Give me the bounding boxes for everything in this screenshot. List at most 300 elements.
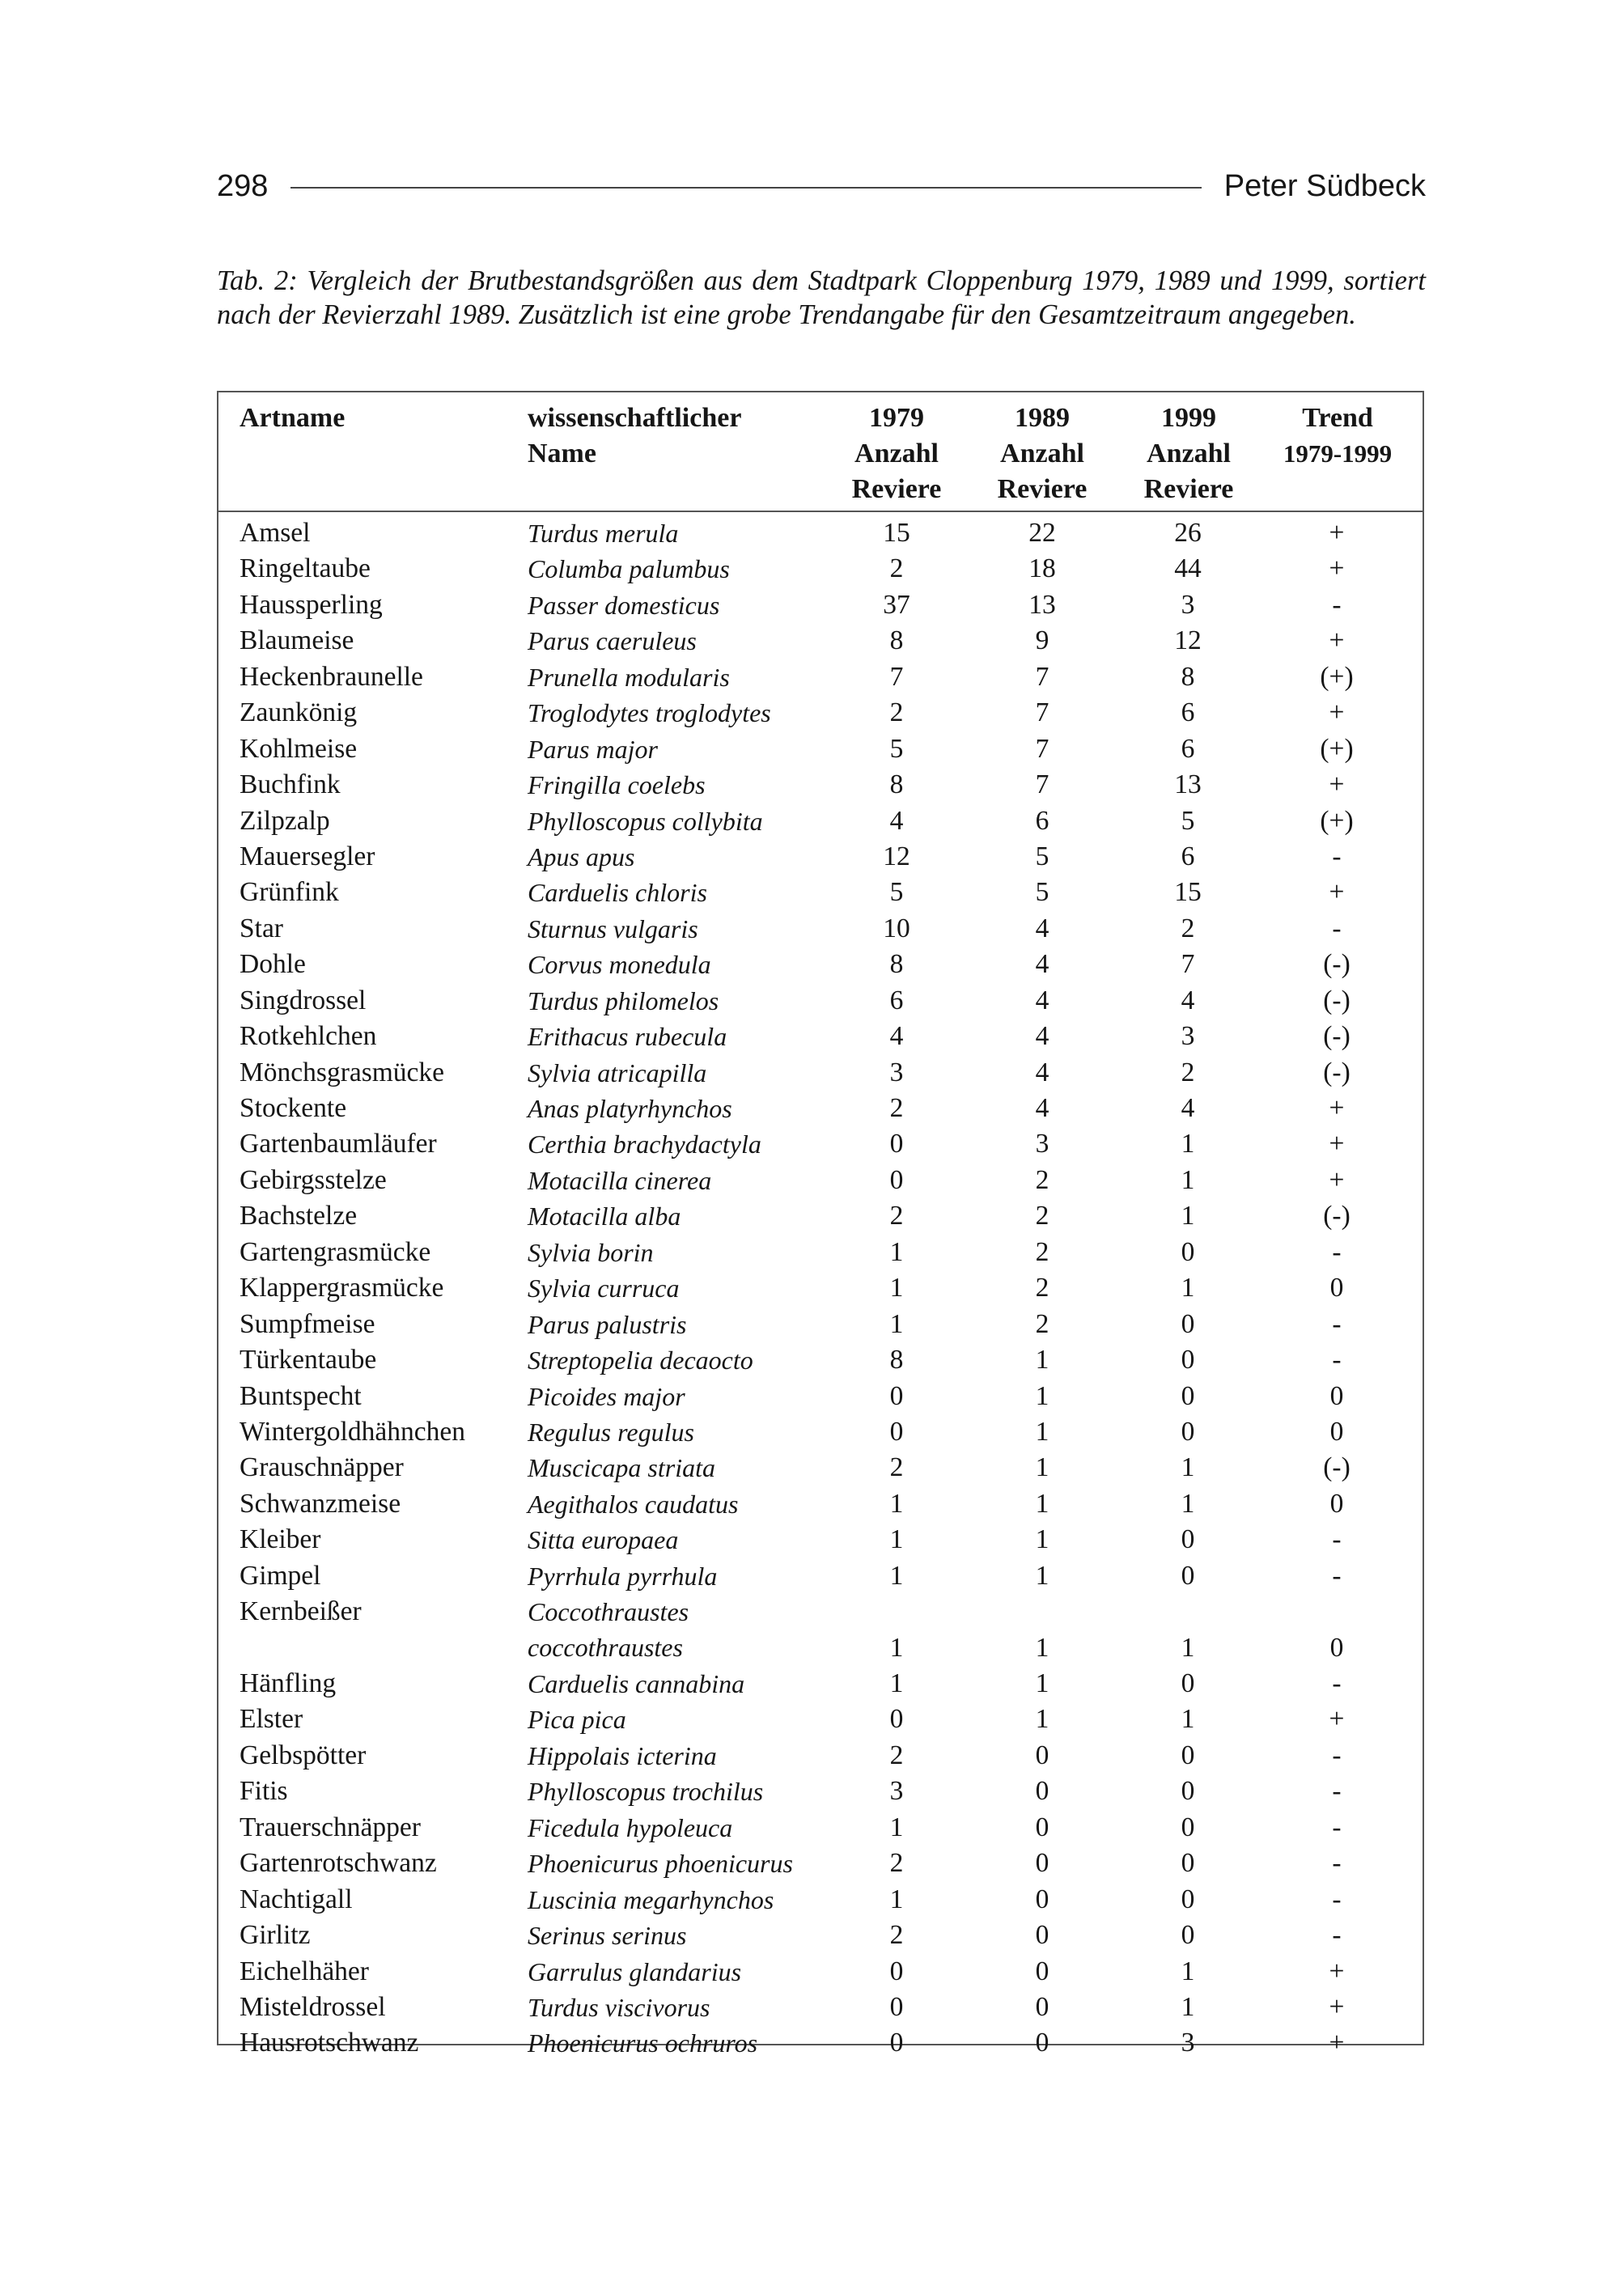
trend-value: 0 [1329,1632,1344,1663]
species-common-name: Zaunkönig [240,697,358,728]
count-1989: 22 [1028,518,1056,548]
trend-value: + [1329,1164,1345,1195]
trend-value: 0 [1329,1273,1344,1303]
table-row [218,1486,1423,1522]
species-common-name: Kleiber [240,1524,321,1555]
count-1979: 1 [889,1524,904,1555]
species-scientific-name: Pica pica [528,1705,626,1735]
table-row [218,803,1423,839]
trend-value: 0 [1329,1488,1344,1519]
count-1979: 0 [889,1380,904,1411]
count-1979: 2 [889,1201,904,1231]
trend-value: (+) [1320,661,1354,692]
species-common-name: Türkentaube [240,1345,377,1375]
species-common-name: Haussperling [240,589,383,620]
scientific-name-line2: coccothraustes [528,1633,683,1663]
trend-value: + [1329,553,1345,584]
count-1999: 5 [1181,805,1195,836]
table-row [218,1235,1423,1270]
trend-value: - [1332,1345,1342,1375]
count-1999: 1 [1181,1991,1195,2022]
species-common-name: Zilpzalp [240,805,330,836]
species-common-name: Sumpfmeise [240,1308,375,1339]
table-row [218,695,1423,731]
species-common-name: Mönchsgrasmücke [240,1057,445,1087]
species-scientific-name: Muscicapa striata [528,1453,715,1483]
table-row [218,1882,1423,1918]
species-scientific-name: Serinus serinus [528,1921,687,1951]
count-1989: 9 [1035,625,1049,656]
table-row [218,1163,1423,1198]
count-1999: 1 [1181,1704,1195,1735]
table-body [218,515,1423,2062]
species-scientific-name: Sylvia borin [528,1237,654,1267]
table-row [218,767,1423,803]
col-header-scientific-name [528,401,741,472]
count-1979: 1 [889,1668,904,1699]
count-1999: 0 [1181,1524,1195,1555]
count-1979: 0 [889,1991,904,2022]
count-1979: 2 [889,1093,904,1123]
count-1999: 26 [1174,518,1202,548]
trend-value: (-) [1323,1021,1351,1052]
count-1989: 0 [1035,1812,1049,1842]
trend-value: (-) [1323,985,1351,1015]
table-row [218,1270,1423,1306]
trend-value: - [1332,913,1342,943]
count-1989: 4 [1035,913,1049,943]
species-scientific-name: Sylvia atricapilla [528,1057,707,1087]
count-1989: 5 [1035,877,1049,908]
species-scientific-name: Sylvia curruca [528,1274,680,1303]
count-1989: 0 [1035,1740,1049,1770]
species-scientific-name: Aegithalos caudatus [528,1489,739,1519]
table-row [218,587,1423,623]
count-1999: 1 [1181,1164,1195,1195]
count-1989: 0 [1035,1848,1049,1879]
trend-value: + [1329,1704,1345,1735]
count-1979: 1 [889,1273,904,1303]
count-1989: 0 [1035,1991,1049,2022]
count-1989: 2 [1035,1164,1049,1195]
col-header-trend [1253,401,1423,472]
count-1989: 1 [1035,1704,1049,1735]
trend-value: + [1329,1956,1345,1986]
count-1979: 4 [889,1021,904,1052]
species-scientific-name: Fringilla coelebs [528,770,706,800]
species-scientific-name: Corvus monedula [528,950,711,980]
table-header [218,392,1423,512]
count-1979: 3 [889,1776,904,1807]
table-row [218,1594,1423,1666]
count-1979: 1 [889,1884,904,1914]
count-1989: 1 [1035,1524,1049,1555]
count-1989: 4 [1035,985,1049,1015]
species-scientific-name: Parus palustris [528,1309,687,1339]
species-scientific-name: Phylloscopus trochilus [528,1777,764,1807]
species-common-name: Gartengrasmücke [240,1236,431,1267]
col-header-trend-label: Trend [1302,403,1373,433]
count-1989: 2 [1035,1236,1049,1267]
count-1999: 0 [1181,1416,1195,1447]
col-header-1999-reviere: Reviere [1143,474,1234,504]
species-scientific-name: Garrulus glandarius [528,1956,742,1986]
table-row [218,1738,1423,1774]
species-common-name: Wintergoldhähnchen [240,1416,465,1447]
count-1999: 1 [1181,1201,1195,1231]
trend-value: - [1332,1776,1342,1807]
count-1999: 1 [1181,1273,1195,1303]
trend-value: - [1332,1524,1342,1555]
count-1989: 3 [1035,1129,1049,1159]
trend-value: - [1332,1668,1342,1699]
count-1989: 0 [1035,1776,1049,1807]
count-1979: 2 [889,697,904,728]
species-scientific-name: Parus caeruleus [528,626,697,656]
count-1979: 1 [889,1488,904,1519]
col-header-1989-reviere: Reviere [997,474,1088,504]
count-1979: 1 [889,1560,904,1591]
species-scientific-name: Motacilla alba [528,1202,681,1231]
species-scientific-name: Certhia brachydactyla [528,1130,761,1159]
species-common-name: Singdrossel [240,985,367,1015]
species-common-name: Ringeltaube [240,553,371,584]
count-1979: 8 [889,1345,904,1375]
species-common-name: Grünfink [240,877,339,908]
count-1989: 7 [1035,733,1049,764]
species-scientific-name: Sitta europaea [528,1525,679,1555]
count-1999: 12 [1174,625,1202,656]
table-row [218,1954,1423,1990]
count-1999: 7 [1181,949,1195,980]
count-1979: 10 [883,913,910,943]
count-1999: 8 [1181,661,1195,692]
trend-value: (-) [1323,1452,1351,1483]
col-header-trend-range: 1979-1999 [1283,439,1393,468]
count-1989: 0 [1035,1884,1049,1914]
count-1999: 0 [1181,1380,1195,1411]
count-1979: 2 [889,1920,904,1951]
trend-value: - [1332,1920,1342,1951]
table-row [218,1307,1423,1342]
table-row [218,1342,1423,1378]
species-scientific-name: Carduelis cannabina [528,1669,745,1699]
count-1999: 1 [1181,1632,1195,1663]
count-1979: 0 [889,2028,904,2058]
trend-value: 0 [1329,1416,1344,1447]
count-1979: 2 [889,1452,904,1483]
species-scientific-name [528,1594,689,1665]
table-row [218,515,1423,551]
col-header-1979-anzahl: Anzahl [854,439,939,468]
species-scientific-name: Columba palumbus [528,554,730,584]
table-row [218,1198,1423,1234]
trend-value: - [1332,589,1342,620]
species-scientific-name: Troglodytes troglodytes [528,698,771,728]
count-1989: 18 [1028,553,1056,584]
count-1999: 3 [1181,589,1195,620]
species-scientific-name: Carduelis chloris [528,878,707,908]
col-header-1979 [812,401,982,507]
count-1979: 6 [889,985,904,1015]
table-row [218,1055,1423,1091]
table-row [218,1810,1423,1846]
count-1989: 4 [1035,1021,1049,1052]
count-1989: 6 [1035,805,1049,836]
table-row [218,1019,1423,1054]
trend-value: - [1332,841,1342,871]
table-row [218,911,1423,947]
species-common-name: Hausrotschwanz [240,2028,419,2058]
count-1989: 0 [1035,2028,1049,2058]
count-1999: 4 [1181,1093,1195,1123]
species-common-name: Kohlmeise [240,733,358,764]
trend-value: + [1329,1093,1345,1123]
count-1989: 4 [1035,1057,1049,1087]
species-common-name: Klappergrasmücke [240,1273,444,1303]
count-1999: 1 [1181,1129,1195,1159]
count-1999: 0 [1181,1776,1195,1807]
species-scientific-name: Regulus regulus [528,1417,694,1447]
count-1989: 7 [1035,697,1049,728]
species-common-name: Gartenrotschwanz [240,1848,437,1879]
table-row [218,1414,1423,1450]
count-1999: 0 [1181,1236,1195,1267]
trend-value: - [1332,1560,1342,1591]
count-1989: 1 [1035,1345,1049,1375]
trend-value: + [1329,2028,1345,2058]
species-common-name: Hänfling [240,1668,337,1699]
table-row [218,731,1423,767]
trend-value: (-) [1323,949,1351,980]
count-1989: 0 [1035,1956,1049,1986]
species-common-name: Trauerschnäpper [240,1812,421,1842]
count-1979: 2 [889,1848,904,1879]
species-common-name: Bachstelze [240,1201,358,1231]
species-common-name: Buchfink [240,769,341,800]
table-row [218,839,1423,875]
count-1979: 1 [889,1812,904,1842]
species-scientific-name: Motacilla cinerea [528,1165,712,1195]
trend-value: + [1329,1129,1345,1159]
trend-value: - [1332,1740,1342,1770]
table-row [218,623,1423,659]
count-1999: 0 [1181,1884,1195,1914]
trend-value: (-) [1323,1201,1351,1231]
species-scientific-name: Apus apus [528,841,635,871]
count-1989: 1 [1035,1632,1049,1663]
table-row [218,1702,1423,1737]
species-common-name: Misteldrossel [240,1991,386,2022]
count-1999: 0 [1181,1812,1195,1842]
trend-value: - [1332,1236,1342,1267]
count-1979: 1 [889,1308,904,1339]
col-header-artname-label: Artname [240,403,346,433]
table-row [218,1846,1423,1881]
scientific-name-line1: Coccothraustes [528,1597,689,1627]
trend-value: (+) [1320,733,1354,764]
col-header-1989-anzahl: Anzahl [1000,439,1084,468]
species-scientific-name: Anas platyrhynchos [528,1094,732,1123]
col-header-1999-anzahl: Anzahl [1147,439,1231,468]
count-1979: 4 [889,805,904,836]
trend-value: + [1329,769,1345,800]
species-common-name: Rotkehlchen [240,1021,377,1052]
count-1979: 7 [889,661,904,692]
table-row [218,1990,1423,2025]
species-scientific-name: Sturnus vulgaris [528,913,698,943]
species-common-name: Gartenbaumläufer [240,1129,437,1159]
count-1979: 1 [889,1236,904,1267]
species-scientific-name: Turdus merula [528,519,679,548]
count-1989: 1 [1035,1560,1049,1591]
table-caption: Tab. 2: Vergleich der Brutbestandsgrößen aus dem Stadtpark Cloppenburg 1979, 1989 und 1999, sortiert nach der Revierzahl 1989. Zusätzlich ist eine grobe Trendangabe für den Gesamtzeitraum angegeben. [217,265,1426,330]
count-1979: 0 [889,1129,904,1159]
count-1999: 6 [1181,697,1195,728]
trend-value: (-) [1323,1057,1351,1087]
count-1989: 0 [1035,1920,1049,1951]
count-1989: 1 [1035,1416,1049,1447]
species-common-name: Amsel [240,518,311,548]
col-header-sci-line1: wissenschaftlicher [528,403,742,433]
col-header-1999 [1104,401,1274,507]
col-header-1979-reviere: Reviere [851,474,942,504]
count-1999: 0 [1181,1560,1195,1591]
table-row [218,1522,1423,1558]
species-common-name: Schwanzmeise [240,1488,401,1519]
species-scientific-name: Hippolais icterina [528,1740,717,1770]
trend-value: (+) [1320,805,1354,836]
trend-value: - [1332,1884,1342,1914]
count-1979: 8 [889,625,904,656]
count-1999: 1 [1181,1488,1195,1519]
species-common-name: Gebirgsstelze [240,1164,387,1195]
table-row [218,1558,1423,1594]
trend-value: + [1329,518,1345,548]
count-1999: 2 [1181,913,1195,943]
species-common-name: Dohle [240,949,306,980]
species-scientific-name: Passer domesticus [528,590,720,620]
trend-value: - [1332,1308,1342,1339]
count-1979: 8 [889,949,904,980]
count-1999: 1 [1181,1956,1195,1986]
species-common-name: Star [240,913,283,943]
species-common-name: Buntspecht [240,1380,362,1411]
table-row [218,1918,1423,1953]
species-scientific-name: Turdus philomelos [528,985,719,1015]
table-row [218,947,1423,982]
col-header-1989 [957,401,1127,507]
table-row [218,551,1423,587]
species-scientific-name: Erithacus rubecula [528,1022,727,1052]
table-row [218,875,1423,910]
running-head-author: Peter Südbeck [1223,168,1426,203]
table-row [218,1379,1423,1414]
table-row [218,1450,1423,1486]
species-common-name: Blaumeise [240,625,354,656]
count-1989: 2 [1035,1201,1049,1231]
table-row [218,2025,1423,2061]
species-common-name: Kernbeißer [240,1596,362,1627]
count-1989: 1 [1035,1488,1049,1519]
species-scientific-name: Phylloscopus collybita [528,806,763,836]
count-1979: 3 [889,1057,904,1087]
count-1999: 6 [1181,733,1195,764]
count-1979: 0 [889,1416,904,1447]
count-1979: 0 [889,1956,904,1986]
count-1999: 15 [1174,877,1202,908]
table-row [218,1091,1423,1126]
species-scientific-name: Phoenicurus phoenicurus [528,1849,793,1879]
count-1999: 0 [1181,1848,1195,1879]
count-1999: 4 [1181,985,1195,1015]
col-header-artname [240,401,345,436]
species-common-name: Fitis [240,1776,288,1807]
species-common-name: Eichelhäher [240,1956,369,1986]
table-row [218,1126,1423,1162]
count-1999: 1 [1181,1452,1195,1483]
species-common-name: Girlitz [240,1920,311,1951]
species-scientific-name: Prunella modularis [528,662,730,692]
count-1979: 0 [889,1164,904,1195]
species-scientific-name: Phoenicurus ochruros [528,2028,758,2058]
count-1999: 6 [1181,841,1195,871]
count-1979: 15 [883,518,910,548]
species-common-name: Gimpel [240,1560,321,1591]
species-scientific-name: Picoides major [528,1381,685,1411]
count-1989: 2 [1035,1308,1049,1339]
table-row [218,983,1423,1019]
table-row [218,1666,1423,1702]
count-1999: 3 [1181,1021,1195,1052]
species-common-name: Grauschnäpper [240,1452,404,1483]
species-common-name: Gelbspötter [240,1740,367,1770]
count-1989: 2 [1035,1273,1049,1303]
species-scientific-name: Pyrrhula pyrrhula [528,1561,718,1591]
species-common-name: Nachtigall [240,1884,353,1914]
species-scientific-name: Turdus viscivorus [528,1992,710,2022]
header-rule [290,187,1201,189]
col-header-1989-year: 1989 [1015,403,1070,433]
count-1999: 0 [1181,1308,1195,1339]
count-1979: 37 [883,589,910,620]
trend-value: - [1332,1848,1342,1879]
species-scientific-name: Streptopelia decaocto [528,1346,753,1375]
species-common-name: Stockente [240,1093,347,1123]
count-1989: 1 [1035,1452,1049,1483]
col-header-1999-year: 1999 [1161,403,1216,433]
species-common-name: Heckenbraunelle [240,661,423,692]
count-1989: 4 [1035,1093,1049,1123]
count-1999: 0 [1181,1740,1195,1770]
count-1979: 5 [889,733,904,764]
trend-value: - [1332,1812,1342,1842]
count-1999: 0 [1181,1920,1195,1951]
count-1979: 5 [889,877,904,908]
running-header [217,163,1426,209]
species-scientific-name: Luscinia megarhynchos [528,1884,774,1914]
page-number: 298 [217,168,269,203]
count-1999: 2 [1181,1057,1195,1087]
count-1999: 3 [1181,2028,1195,2058]
trend-value: + [1329,697,1345,728]
species-common-name: Elster [240,1704,303,1735]
count-1979: 0 [889,1704,904,1735]
count-1989: 13 [1028,589,1056,620]
species-common-name: Mauersegler [240,841,375,871]
count-1999: 0 [1181,1668,1195,1699]
count-1989: 7 [1035,661,1049,692]
